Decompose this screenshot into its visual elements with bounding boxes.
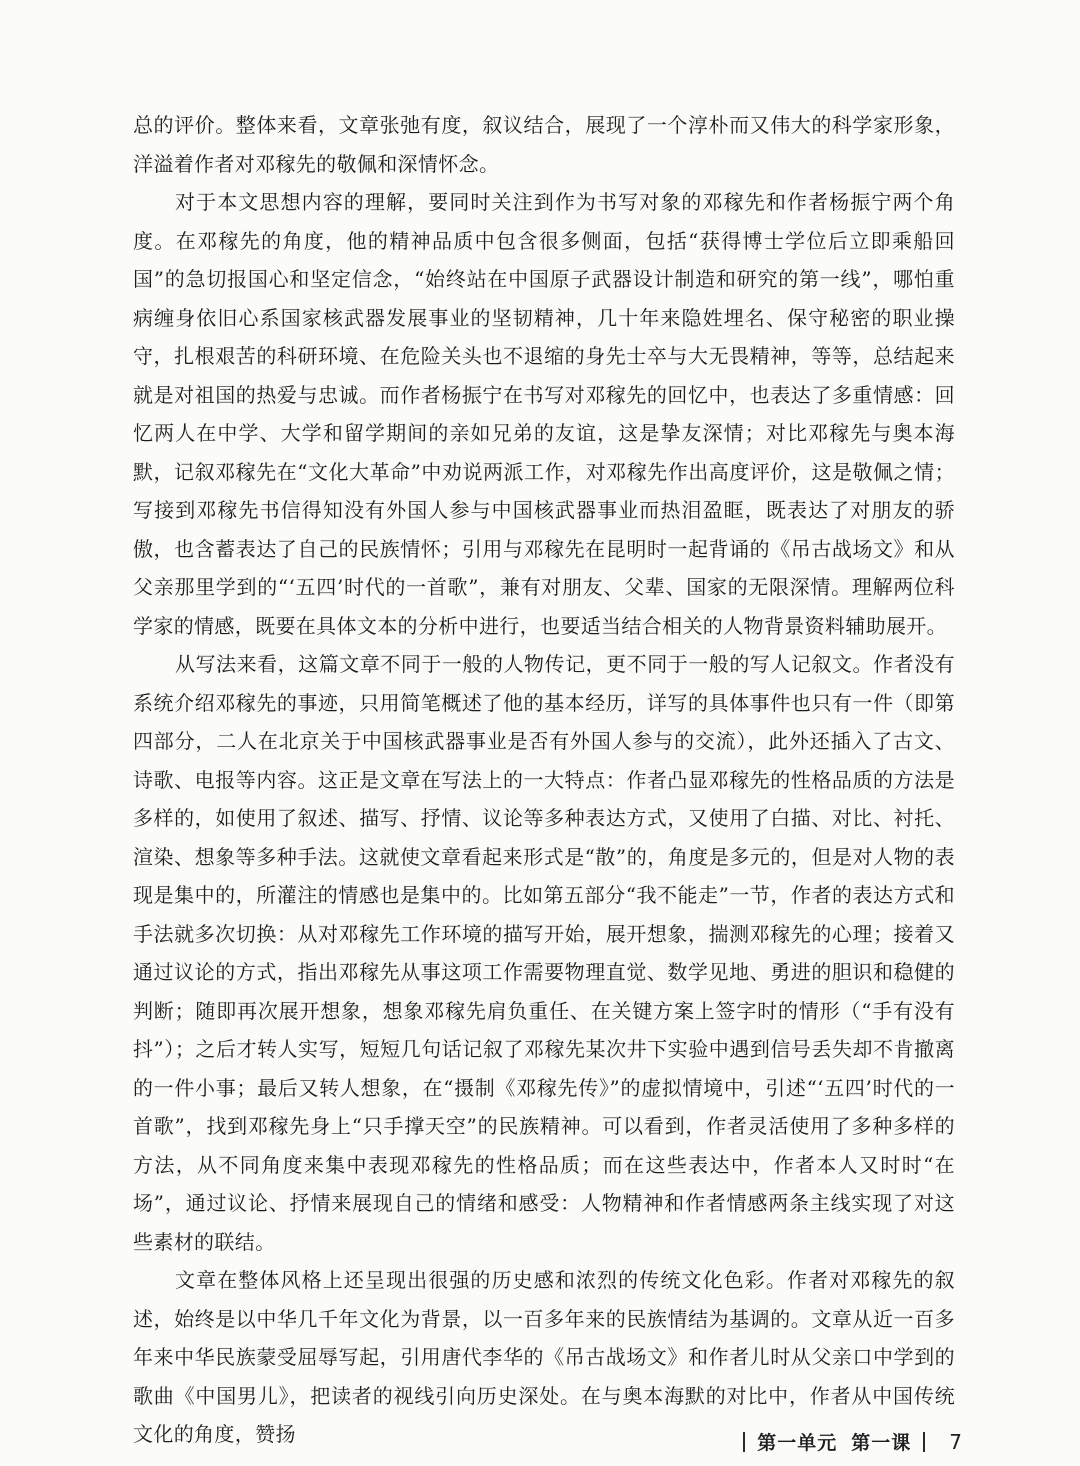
- page-number: 7: [949, 1429, 962, 1454]
- paragraph-overall-style: 文章在整体风格上还呈现出很强的历史感和浓烈的传统文化色彩。作者对邓稼先的叙述，始终是以中华几千年文化为背景，以一百多年来的民族情结为基调的。文章从近一百多年来中华民族蒙受屈辱写起，引用唐代李华的《吊古战场文》和作者儿时从父亲口中学到的歌曲《中国男儿》，把读者的视线引向历史深处。在与奥本海默的对比中，作者从中国传统文化的角度，赞扬: [133, 1268, 955, 1446]
- page-footer: [731, 1428, 962, 1455]
- footer-lesson: 第一课: [851, 1432, 912, 1454]
- paragraph-writing-method: 从写法来看，这篇文章不同于一般的人物传记，更不同于一般的写人记叙文。作者没有系统介绍邓稼先的事迹，只用简笔概述了他的基本经历，详写的具体事件也只有一件（即第四部分，二人在北京关于中国核武器事业是否有外国人参与的交流），此外还插入了古文、诗歌、电报等内容。这正是文章在写法上的一大特点：作者凸显邓稼先的性格品质的方法是多样的，如使用了叙述、描写、抒情、议论等多种表达方式，又使用了白描、对比、衬托、渲染、想象等多种手法。这就使文章看起来形式是“散”的，角度是多元的，但是对人物的表现是集中的，所灌注的情感也是集中的。比如第五部分“我不能走”一节，作者的表达方式和手法就多次切换：从对邓稼先工作环境的描写开始，展开想象，揣测邓稼先的心理；接着又通过议论的方式，指出邓稼先从事这项工作需要物理直觉、数学见地、勇进的胆识和稳健的判断；随即再次展开想象，想象邓稼先肩负重任、在关键方案上签字时的情形（“手有没有抖”）；之后才转人实写，短短几句话记叙了邓稼先某次井下实验中遇到信号丢失却不肯撤离的一件小事；最后又转人想象，在“摄制《邓稼先传》”的虚拟情境中，引述“‘五四’时代的一首歌”，找到邓稼先身上“只手撑天空”的民族精神。可以看到，作者灵活使用了多种多样的方法，从不同角度来集中表现邓稼先的性格品质；而在这些表达中，作者本人又时时“在场”，通过议论、抒情来展现自己的情绪和感受：人物精神和作者情感两条主线实现了对这些素材的联结。: [133, 652, 955, 1254]
- footer-divider-left: [743, 1432, 745, 1452]
- paragraph-continuation: 总的评价。整体来看，文章张弛有度，叙议结合，展现了一个淳朴而又伟大的科学家形象，洋溢着作者对邓稼先的敬佩和深情怀念。: [133, 113, 955, 176]
- body-text: [133, 106, 955, 1454]
- paragraph-content-understanding: 对于本文思想内容的理解，要同时关注到作为书写对象的邓稼先和作者杨振宁两个角度。在邓稼先的角度，他的精神品质中包含很多侧面，包括“获得博士学位后立即乘船回国”的急切报国心和坚定信念，“始终站在中国原子武器设计制造和研究的第一线”，哪怕重病缠身依旧心系国家核武器发展事业的坚韧精神，几十年来隐姓埋名、保守秘密的职业操守，扎根艰苦的科研环境、在危险关头也不退缩的身先士卒与大无畏精神，等等，总结起来就是对祖国的热爱与忠诚。而作者杨振宁在书写对邓稼先的回忆中，也表达了多重情感：回忆两人在中学、大学和留学期间的亲如兄弟的友谊，这是挚友深情；对比邓稼先与奥本海默，记叙邓稼先在“文化大革命”中劝说两派工作，对邓稼先作出高度评价，这是敬佩之情；写接到邓稼先书信得知没有外国人参与中国核武器事业而热泪盈眶，既表达了对朋友的骄傲，也含蓄表达了自己的民族情怀；引用与邓稼先在昆明时一起背诵的《吊古战场文》和从父亲那里学到的“‘五四’时代的一首歌”，兼有对朋友、父辈、国家的无限深情。理解两位科学家的情感，既要在具体文本的分析中进行，也要适当结合相关的人物背景资料辅助展开。: [133, 190, 955, 638]
- footer-divider-right: [923, 1432, 925, 1452]
- footer-unit: 第一单元: [757, 1432, 838, 1454]
